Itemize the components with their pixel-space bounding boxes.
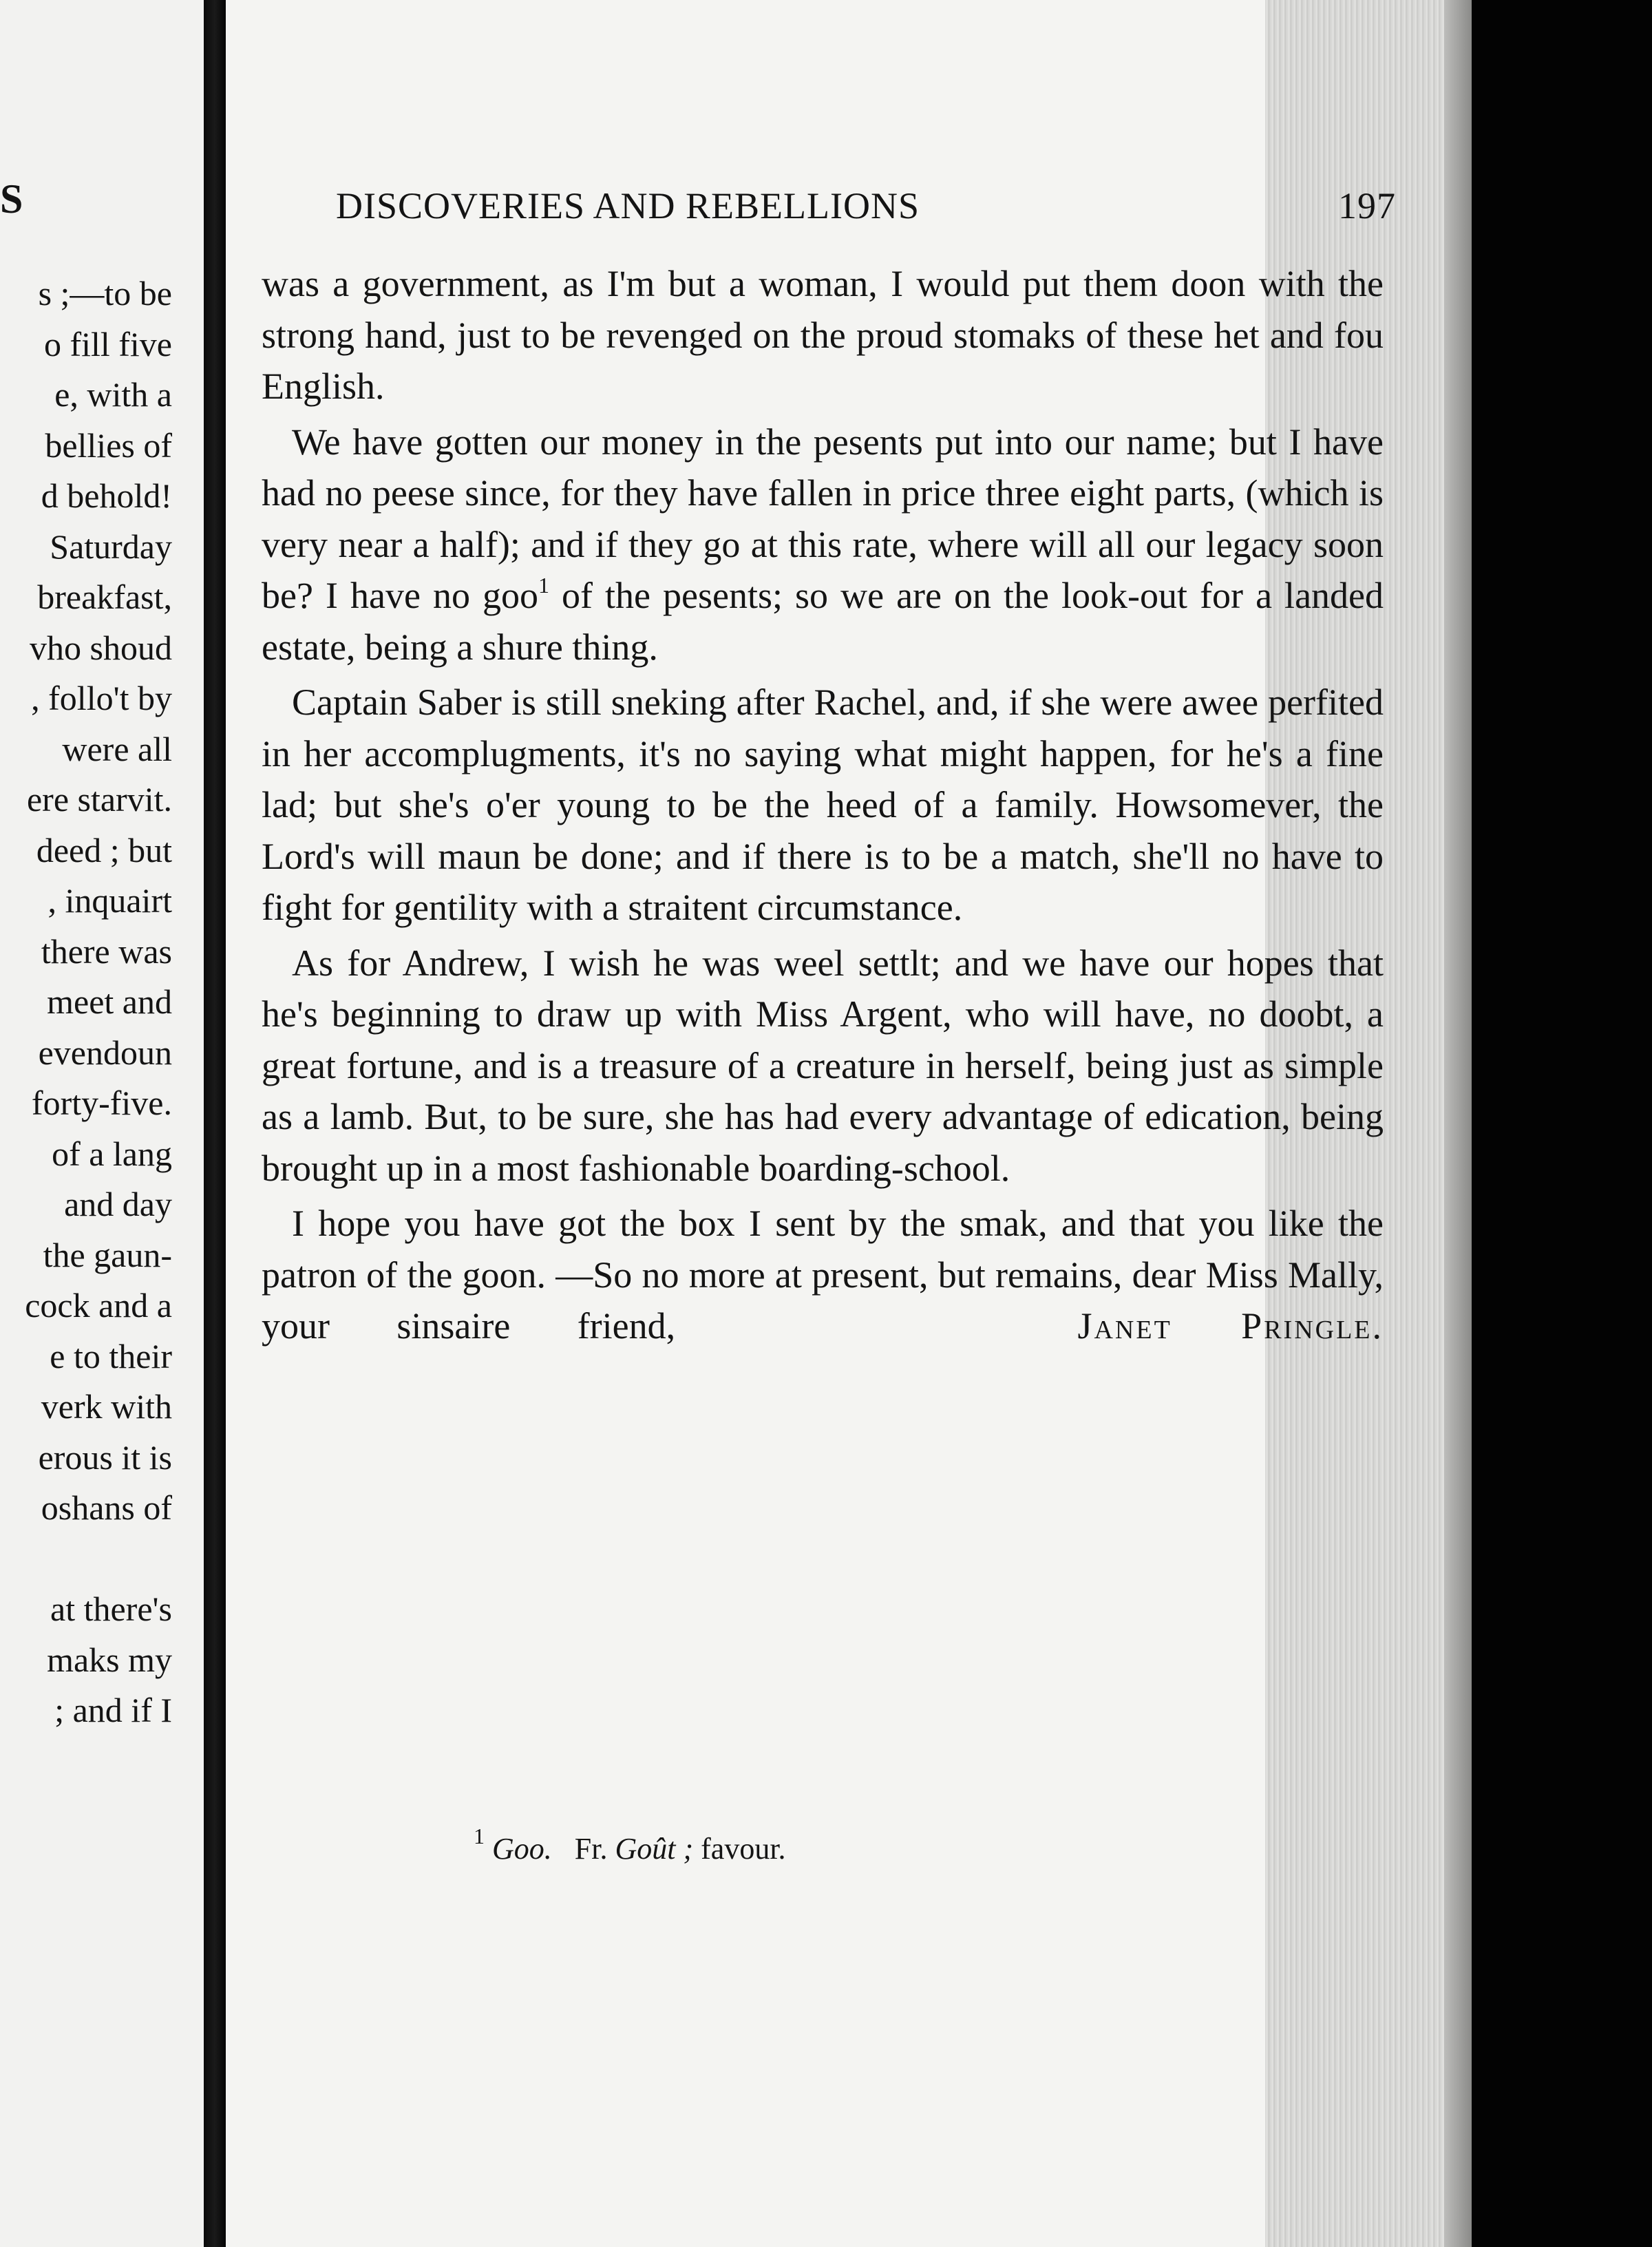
footnote-original: Goût ;	[615, 1832, 694, 1866]
left-page-line: verk with	[41, 1387, 172, 1426]
left-page-line: maks my	[47, 1640, 172, 1679]
right-page	[226, 0, 1472, 2247]
footnote-term: Goo.	[492, 1832, 552, 1866]
paragraph-3: Captain Saber is still sneking after Rachel, and, if she were awee perfited in her accomplugments, it's no saying what might happen, for he's a fine lad; but she's o'er young to be the heed of a family. Howsomever, the Lord's will maun be done; and if there is to be a match, she'll no have to fight for gentility with a straitent circumstance.	[262, 682, 1384, 928]
paragraph-1: was a government, as I'm but a woman, I would put them doon with the strong hand, just to be revenged on the proud stomaks of these het and fou English.	[262, 263, 1384, 407]
left-page-line: oshans of	[41, 1488, 172, 1527]
left-page-line: the gaun-	[43, 1235, 172, 1274]
left-page-line: deed ; but	[36, 830, 172, 869]
left-page-line: s ;—to be	[38, 274, 172, 313]
left-page-line: meet and	[47, 982, 172, 1021]
left-page-line: forty-five.	[31, 1084, 172, 1122]
left-page-line: and day	[64, 1185, 172, 1223]
paragraph-4: As for Andrew, I wish he was weel settlt; and we have our hopes that he's beginning to draw up with Miss Argent, who will have, no doobt, a great fortune, and is a treasure of a creature in herself, being just as simple as a lamb. But, to be sure, she has had every advantage of edication, being brought up in a most fashionable boarding-school.	[262, 942, 1384, 1189]
paragraph-2	[262, 416, 1384, 673]
page-number: 197	[1338, 185, 1396, 226]
left-page-line: breakfast,	[37, 578, 172, 616]
paragraph-5	[262, 1198, 1384, 1352]
left-page-line: , inquairt	[47, 881, 172, 920]
left-page-line: o fill five	[43, 324, 172, 363]
left-page-line: bellies of	[45, 425, 172, 465]
left-page-line: d behold!	[41, 476, 172, 515]
left-page-line: evendoun	[38, 1033, 172, 1072]
left-page-line: ere starvit.	[26, 780, 172, 819]
left-page-line: of a lang	[52, 1134, 172, 1173]
running-title: DISCOVERIES AND REBELLIONS	[336, 185, 920, 226]
left-page	[0, 0, 204, 2247]
paragraph-2-part-1: We have gotten our money in the pesents put into our name; but I have had no peese since, for they have fallen in price three eight parts, (which is very near a half); and if they go at this rate, where will all our legacy soon be? I have no goo	[262, 421, 1384, 616]
left-page-edge-letter: S	[0, 176, 25, 222]
left-page-line: e to their	[50, 1336, 172, 1375]
closing-text: I hope you have got the box I sent by the smak, and that you like the patron of the goon. —So no more at present, but remains, dear Miss Mally, your sinsaire friend,	[262, 1203, 1384, 1347]
left-page-line	[25, 1534, 172, 1585]
left-page-line: were all	[62, 729, 172, 768]
left-page-line: e, with a	[54, 375, 172, 414]
footnote-reference: 1	[538, 573, 549, 598]
paragraph-2-part-2: of the pesents; so we are on the look-out for a landed estate, being a shure thing.	[262, 575, 1384, 668]
footnote	[474, 1824, 786, 1866]
left-page-text	[25, 268, 172, 1736]
left-page-line: , follo't by	[31, 679, 172, 717]
binding-edge	[1472, 0, 1652, 2247]
running-head	[336, 184, 1396, 233]
left-page-line: there was	[41, 931, 172, 971]
left-page-line: Saturday	[50, 527, 172, 566]
left-page-line: at there's	[50, 1590, 172, 1628]
footnote-gloss: favour.	[701, 1832, 786, 1866]
footnote-number: 1	[474, 1824, 485, 1848]
letter-text	[262, 258, 1384, 1352]
left-page-line: vho shoud	[30, 628, 172, 667]
left-page-line: cock and a	[25, 1286, 172, 1325]
footnote-source: Fr.	[574, 1832, 608, 1866]
left-page-line: erous it is	[38, 1437, 172, 1477]
signature: Janet Pringle.	[1077, 1305, 1384, 1347]
book-gutter	[204, 0, 226, 2247]
left-page-line: ; and if I	[54, 1691, 172, 1729]
